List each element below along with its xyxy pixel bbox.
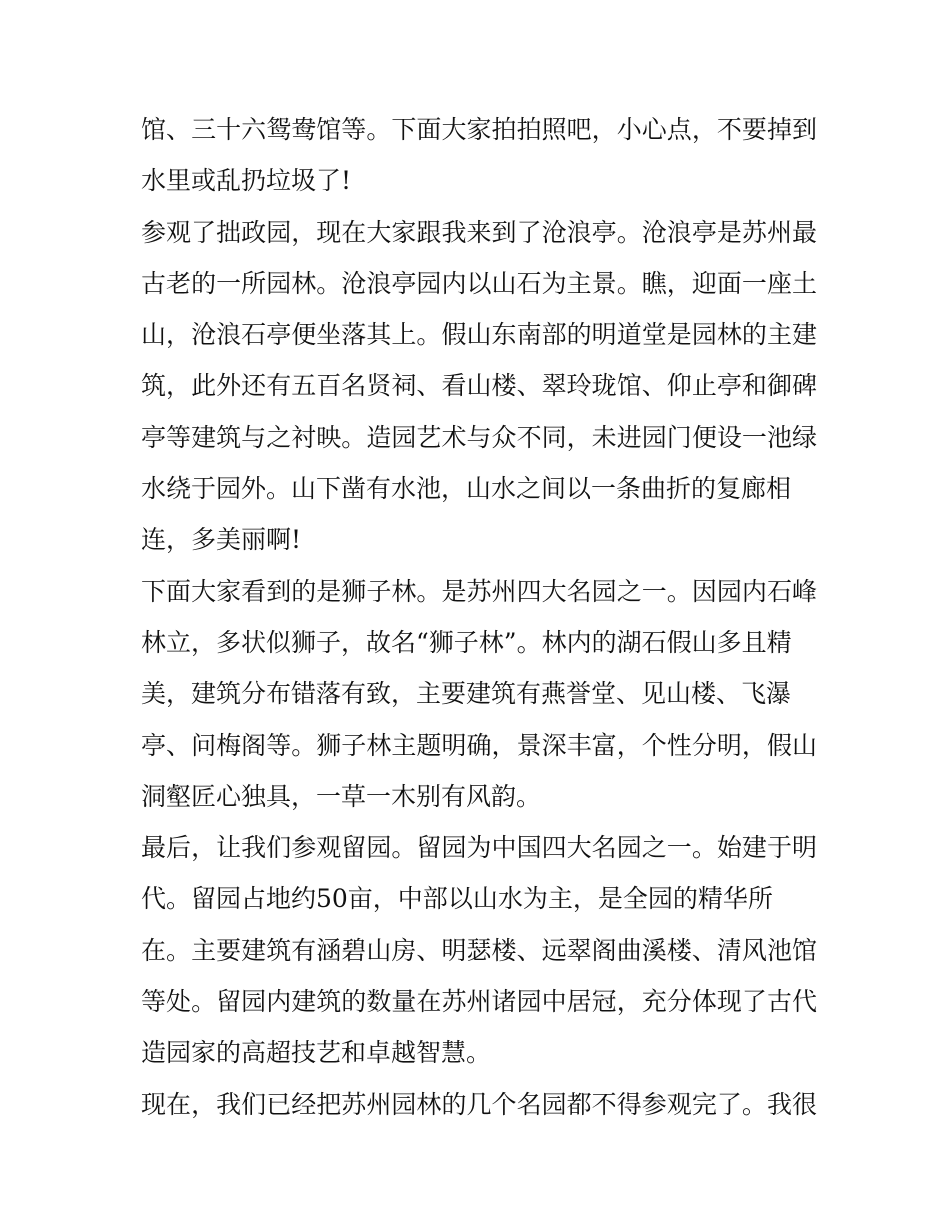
text-line: 最后，让我们参观留园。留园为中国四大名园之一。始建于明	[141, 833, 817, 863]
text-line: 参观了拙政园，现在大家跟我来到了沧浪亭。沧浪亭是苏州最	[141, 217, 817, 247]
text-line: 山，沧浪石亭便坐落其上。假山东南部的明道堂是园林的主建	[141, 320, 817, 350]
text-line: 美，建筑分布错落有致，主要建筑有燕誉堂、见山楼、飞瀑	[141, 679, 792, 709]
text-line: 古老的一所园林。沧浪亭园内以山石为主景。瞧，迎面一座土	[141, 268, 817, 298]
text-line: 馆、三十六鸳鸯馆等。下面大家拍拍照吧，小心点，不要掉到	[141, 115, 817, 144]
text-line: 下面大家看到的是狮子林。是苏州四大名园之一。因园内石峰	[141, 576, 817, 606]
text-line: 现在，我们已经把苏州园林的几个名园都不得参观完了。我很	[141, 1089, 817, 1119]
text-line: 林立，多状似狮子，故名“狮子林”。林内的湖石假山多且精	[141, 627, 792, 657]
text-line: 在。主要建筑有涵碧山房、明瑟楼、远翠阁曲溪楼、清风池馆	[141, 935, 817, 965]
text-line: 造园家的高超技艺和卓越智慧。	[141, 1038, 492, 1068]
text-line: 代。留园占地约50亩，中部以山水为主，是全园的精华所	[141, 884, 773, 914]
text-line: 连，多美丽啊!	[141, 525, 302, 555]
text-line: 亭等建筑与之衬映。造园艺术与众不同，未进园门便设一池绿	[141, 422, 817, 452]
text-line: 等处。留园内建筑的数量在苏州诸园中居冠，充分体现了古代	[141, 987, 817, 1017]
text-line: 亭、问梅阁等。狮子林主题明确，景深丰富，个性分明，假山	[141, 730, 817, 760]
text-line: 水里或乱扔垃圾了!	[141, 166, 352, 196]
document-body	[141, 104, 817, 1130]
text-line: 筑，此外还有五百名贤祠、看山楼、翠玲珑馆、仰止亭和御碑	[141, 371, 817, 401]
text-line: 水绕于园外。山下凿有水池，山水之间以一条曲折的复廊相	[141, 474, 792, 504]
text-line: 洞壑匠心独具，一草一木别有风韵。	[141, 781, 542, 811]
